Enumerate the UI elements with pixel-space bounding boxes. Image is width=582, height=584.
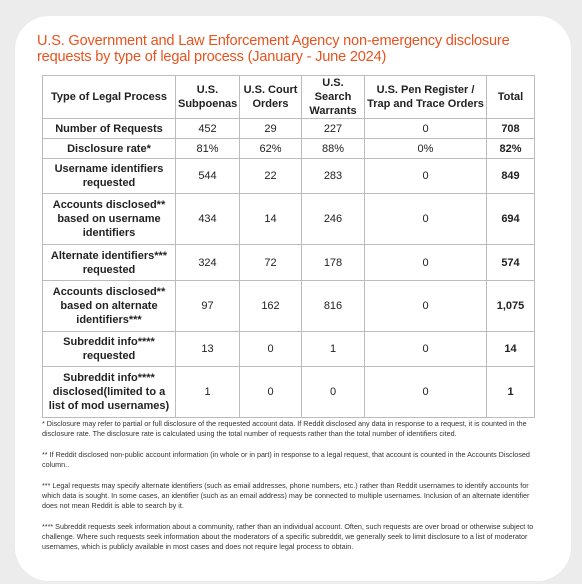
cell-subpoenas: 81% xyxy=(176,139,240,159)
header-us-search-warrants: U.S. Search Warrants xyxy=(302,76,365,119)
cell-search-warrants: 0 xyxy=(302,367,365,418)
cell-search-warrants: 283 xyxy=(302,159,365,194)
cell-pen-register: 0 xyxy=(365,245,487,281)
row-label: Number of Requests xyxy=(43,119,176,139)
cell-search-warrants: 178 xyxy=(302,245,365,281)
table-row xyxy=(43,159,535,194)
header-us-pen-register: U.S. Pen Register / Trap and Trace Orders xyxy=(365,76,487,119)
cell-search-warrants: 88% xyxy=(302,139,365,159)
table-row xyxy=(43,139,535,159)
cell-pen-register: 0 xyxy=(365,159,487,194)
disclosure-table xyxy=(42,75,535,418)
cell-pen-register: 0 xyxy=(365,119,487,139)
cell-pen-register: 0 xyxy=(365,281,487,332)
cell-subpoenas: 544 xyxy=(176,159,240,194)
footnote-subreddit-requests: **** Subreddit requests seek information about a community, rather than an individual account. Often, such requests are over broad or otherwise subject to challenge. Where such requests seek information about the moderators of a specific subreddit, we generally seek to limit disclosure to a list of moderator usernames, which is publicly available in most cases and does not require legal process to obtain. xyxy=(42,522,534,551)
header-us-court-orders: U.S. Court Orders xyxy=(240,76,302,119)
cell-court-orders: 62% xyxy=(240,139,302,159)
cell-total: 849 xyxy=(487,159,535,194)
footnotes xyxy=(42,419,534,563)
page-title: U.S. Government and Law Enforcement Agency non-emergency disclosure requests by type of legal process (January - June 2024) xyxy=(37,33,510,65)
table-row xyxy=(43,332,535,367)
cell-search-warrants: 1 xyxy=(302,332,365,367)
cell-court-orders: 29 xyxy=(240,119,302,139)
table-row xyxy=(43,194,535,245)
header-type-of-legal-process: Type of Legal Process xyxy=(43,76,176,119)
cell-pen-register: 0 xyxy=(365,194,487,245)
cell-court-orders: 0 xyxy=(240,367,302,418)
cell-court-orders: 22 xyxy=(240,159,302,194)
cell-pen-register: 0 xyxy=(365,367,487,418)
footnote-accounts-disclosed: ** If Reddit disclosed non-public account information (in whole or in part) in response to a legal request, that account is counted in the Accounts Disclosed column.. xyxy=(42,450,530,469)
header-total: Total xyxy=(487,76,535,119)
table-row xyxy=(43,367,535,418)
cell-total: 82% xyxy=(487,139,535,159)
cell-total: 574 xyxy=(487,245,535,281)
cell-subpoenas: 434 xyxy=(176,194,240,245)
cell-court-orders: 162 xyxy=(240,281,302,332)
cell-court-orders: 14 xyxy=(240,194,302,245)
cell-total: 14 xyxy=(487,332,535,367)
table-header-row xyxy=(43,76,535,119)
row-label: Disclosure rate* xyxy=(43,139,176,159)
cell-search-warrants: 227 xyxy=(302,119,365,139)
cell-subpoenas: 324 xyxy=(176,245,240,281)
cell-search-warrants: 816 xyxy=(302,281,365,332)
footnote-alternate-identifiers: *** Legal requests may specify alternate identifiers (such as email addresses, phone numbers, etc.) rather than Reddit usernames to identify accounts for which data is sought. In some cases, an identifier (such as an email address) may be connected to multiple usernames. Inclusion of an alternate identifier does not mean Reddit is able to search by it. xyxy=(42,481,530,510)
row-label: Alternate identifiers*** requested xyxy=(43,245,176,281)
cell-total: 694 xyxy=(487,194,535,245)
row-label: Accounts disclosed** based on username identifiers xyxy=(43,194,176,245)
cell-subpoenas: 452 xyxy=(176,119,240,139)
row-label: Subreddit info**** requested xyxy=(43,332,176,367)
cell-pen-register: 0 xyxy=(365,332,487,367)
table-row xyxy=(43,281,535,332)
cell-court-orders: 72 xyxy=(240,245,302,281)
cell-total: 1 xyxy=(487,367,535,418)
cell-subpoenas: 97 xyxy=(176,281,240,332)
cell-search-warrants: 246 xyxy=(302,194,365,245)
row-label: Subreddit info**** disclosed(limited to a list of mod usernames) xyxy=(43,367,176,418)
cell-total: 1,075 xyxy=(487,281,535,332)
table-row xyxy=(43,119,535,139)
cell-subpoenas: 1 xyxy=(176,367,240,418)
cell-total: 708 xyxy=(487,119,535,139)
cell-pen-register: 0% xyxy=(365,139,487,159)
table-row xyxy=(43,245,535,281)
cell-subpoenas: 13 xyxy=(176,332,240,367)
row-label: Username identifiers requested xyxy=(43,159,176,194)
row-label: Accounts disclosed** based on alternate identifiers*** xyxy=(43,281,176,332)
cell-court-orders: 0 xyxy=(240,332,302,367)
footnote-disclosure-rate: * Disclosure may refer to partial or full disclosure of the requested account data. If Reddit disclosed any data in response to a request, it is counted in the disclosure rate. The disclosure rate is calculated using the total number of requests rather than the total number of identifiers cited. xyxy=(42,419,527,438)
header-us-subpoenas: U.S. Subpoenas xyxy=(176,76,240,119)
